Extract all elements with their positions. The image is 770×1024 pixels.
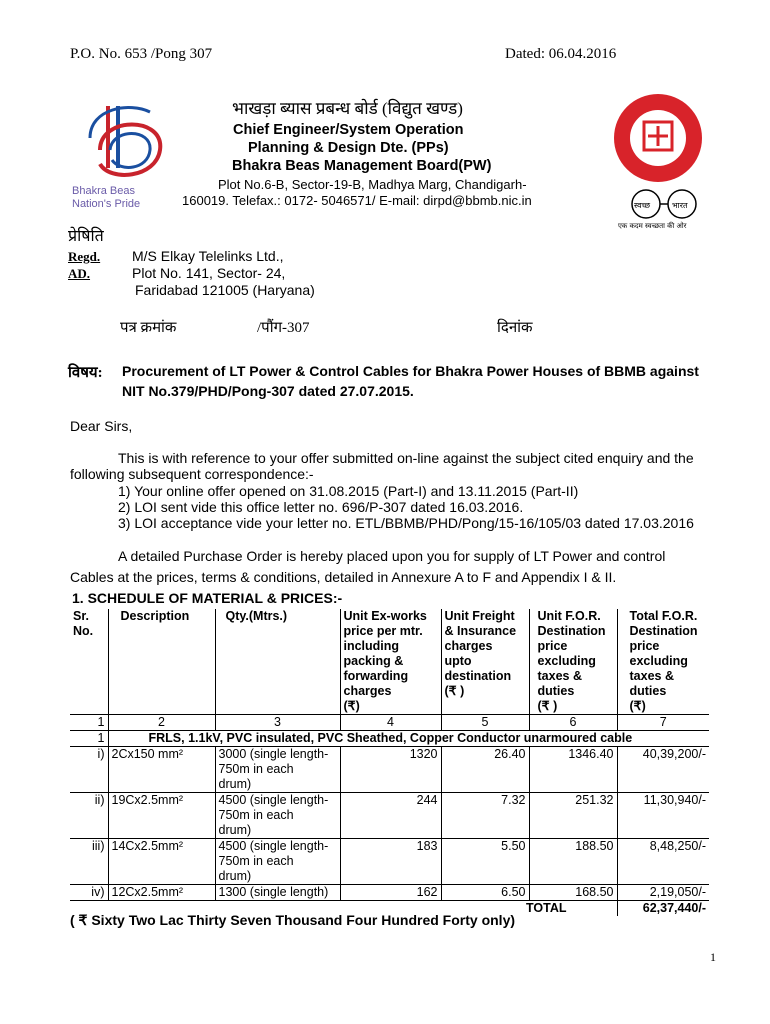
po-number: P.O. No. 653 /Pong 307 bbox=[70, 46, 213, 62]
header-for: Unit F.O.R. Destination price excluding taxes & duties (₹ ) bbox=[529, 609, 617, 715]
list-item-3: 3) LOI acceptance vide your letter no. ETL/BBMB/PHD/Pong/15-16/105/03 dated 17.03.2016 bbox=[118, 515, 694, 531]
col-num: 1 bbox=[70, 715, 108, 731]
col-num: 7 bbox=[659, 715, 667, 729]
certification-seal bbox=[612, 92, 704, 184]
address-line-1: Plot No.6-B, Sector-19-B, Madhya Marg, Chandigarh- bbox=[218, 177, 527, 192]
para2-line-1: A detailed Purchase Order is hereby placed upon you for supply of LT Power and control bbox=[118, 548, 666, 564]
col-num: 3 bbox=[215, 715, 340, 731]
subject-label: विषय: bbox=[68, 365, 103, 381]
amount-in-words: ( ₹ Sixty Two Lac Thirty Seven Thousand Four Hundred Forty only) bbox=[70, 912, 516, 928]
group-title: FRLS, 1.1kV, PVC insulated, PVC Sheathed, Copper Conductor unarmoured cable bbox=[148, 731, 633, 745]
col-num: 5 bbox=[441, 715, 529, 731]
table-row: iv) 12Cx2.5mm² 1300 (single length) 162 6.50 168.50 2,19,050/- bbox=[70, 885, 709, 901]
regd-label: Regd. bbox=[68, 249, 101, 264]
office-line-2: Planning & Design Dte. (PPs) bbox=[248, 140, 449, 156]
table-row: iii) 14Cx2.5mm² 4500 (single length- 750m in each drum) 183 5.50 188.50 8,48,250/- bbox=[70, 839, 709, 885]
swachh-caption: एक कदम स्वच्छता की ओर bbox=[618, 222, 687, 230]
total-value: 62,37,440/- bbox=[642, 901, 706, 915]
ad-label: AD. bbox=[68, 266, 91, 281]
group-row bbox=[70, 731, 709, 747]
header-exworks: Unit Ex-works price per mtr. including packing & forwarding charges (₹) bbox=[340, 609, 441, 715]
table-header-row bbox=[70, 609, 709, 715]
col-num: 4 bbox=[340, 715, 441, 731]
header-freight: Unit Freight & Insurance charges upto destination (₹ ) bbox=[441, 609, 529, 715]
subject-line-1: Procurement of LT Power & Control Cables for Bhakra Power Houses of BBMB against bbox=[122, 363, 699, 379]
hindi-title: भाखड़ा ब्यास प्रबन्ध बोर्ड (विद्युत खण्ड) bbox=[232, 99, 463, 118]
group-sr: 1 bbox=[70, 731, 108, 747]
col-num: 6 bbox=[529, 715, 617, 731]
page-number: 1 bbox=[710, 950, 716, 964]
recipient-line-2: Plot No. 141, Sector- 24, bbox=[132, 265, 286, 281]
col-num: 2 bbox=[108, 715, 215, 731]
recipient-line-3: Faridabad 121005 (Haryana) bbox=[135, 282, 315, 298]
pong-ref: /पौंग-307 bbox=[257, 320, 310, 336]
para1-line-2: following subsequent correspondence:- bbox=[70, 466, 314, 482]
salutation: Dear Sirs, bbox=[70, 418, 133, 434]
para2-line-2: Cables at the prices, terms & conditions, detailed in Annexure A to F and Appendix I & II. bbox=[70, 569, 617, 585]
list-item-2: 2) LOI sent vide this office letter no. 696/P-307 dated 16.03.2016. bbox=[118, 499, 524, 515]
swachh-right: भारत bbox=[672, 201, 688, 210]
office-line-1: Chief Engineer/System Operation bbox=[233, 122, 464, 138]
bbmb-logo bbox=[70, 98, 170, 210]
table-row: i) 2Cx150 mm² 3000 (single length- 750m in each drum) 1320 26.40 1346.40 40,39,200/- bbox=[70, 747, 709, 793]
date: Dated: 06.04.2016 bbox=[505, 46, 617, 62]
list-item-1: 1) Your online offer opened on 31.08.2015 (Part-I) and 13.11.2015 (Part-II) bbox=[118, 483, 579, 499]
logo-text-2: Nation's Pride bbox=[72, 198, 141, 210]
header-description: Description bbox=[108, 609, 215, 715]
para1-line-1: This is with reference to your offer submitted on-line against the subject cited enquiry and the bbox=[118, 450, 694, 466]
header-qty: Qty.(Mtrs.) bbox=[215, 609, 340, 715]
address-line-2: 160019. Telefax.: 0172- 5046571/ E-mail: dirpd@bbmb.nic.in bbox=[182, 193, 532, 208]
subject-line-2: NIT No.379/PHD/Pong-307 dated 27.07.2015. bbox=[122, 383, 414, 399]
logo-text-1: Bhakra Beas bbox=[72, 185, 135, 197]
office-line-3: Bhakra Beas Management Board(PW) bbox=[232, 158, 492, 174]
schedule-table bbox=[70, 609, 709, 916]
header-sr: Sr. No. bbox=[70, 609, 108, 715]
preshiti-label: प्रेषिति bbox=[68, 228, 104, 245]
table-row: ii) 19Cx2.5mm² 4500 (single length- 750m in each drum) 244 7.32 251.32 11,30,940/- bbox=[70, 793, 709, 839]
section-heading: 1. SCHEDULE OF MATERIAL & PRICES:- bbox=[72, 590, 343, 606]
recipient-line-1: M/S Elkay Telelinks Ltd., bbox=[132, 248, 284, 264]
swachh-left: स्वच्छ bbox=[634, 201, 651, 210]
swachh-bharat-logo bbox=[612, 188, 716, 232]
patra-kramank: पत्र क्रमांक bbox=[120, 320, 177, 336]
total-label: TOTAL bbox=[70, 901, 617, 917]
column-number-row bbox=[70, 715, 709, 731]
dinank: दिनांक bbox=[497, 320, 533, 336]
header-total: Total F.O.R. Destination price excluding taxes & duties (₹) bbox=[629, 609, 698, 713]
